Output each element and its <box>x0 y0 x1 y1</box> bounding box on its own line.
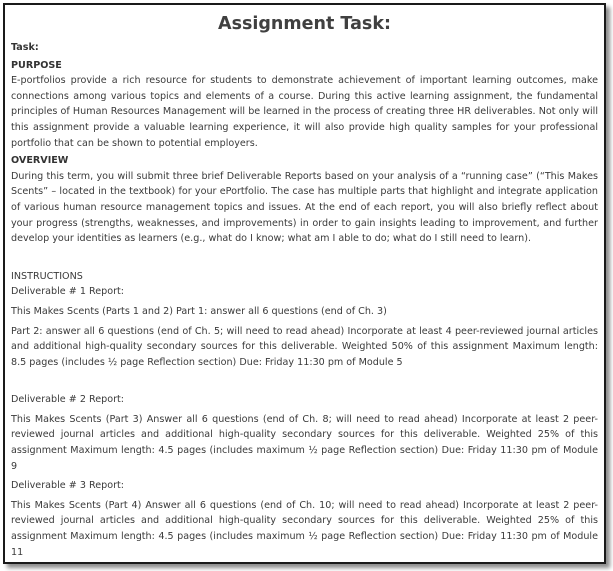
document-content <box>5 5 604 560</box>
page-title: Assignment Task: <box>218 14 391 34</box>
deliverable-1-title: Deliverable # 1 Report: <box>11 286 125 298</box>
overview-heading: OVERVIEW <box>11 155 69 167</box>
overview-text: During this term, you will submit three brief Deliverable Reports based on your analysis of a “running case” (“This Makes Scents” – located in the textbook) for your ePortfolio. The case has multiple parts that highlight and integrate application of various human resource management topics and issues. At the end of each report, you will also briefly reflect about your progress (strengths, weaknesses, and improvements) in order to gain insights leading to improvement, and further develop your identities as learners (e.g., what do I know; what am I able to do; what do I still need to learn). <box>11 170 598 245</box>
deliverable-2-title: Deliverable # 2 Report: <box>11 394 125 406</box>
purpose-text: E-portfolios provide a rich resource for students to demonstrate achievement of important learning outcomes, make connections among various topics and elements of a course. During this active learning assignment, the fundamental principles of Human Resources Management will be learned in the process of creating three HR deliverables. Not only will this assignment provide a valuable learning experience, it will also provide high quality samples for your professional portfolio that can be shown to potential employers. <box>11 75 598 149</box>
deliverable-3-title: Deliverable # 3 Report: <box>11 480 125 492</box>
document-frame <box>3 3 606 564</box>
deliverable-3-paragraph-1: This Makes Scents (Part 4) Answer all 6 questions (end of Ch. 10; will need to read ahead) Incorporate at least 2 peer-reviewed journal articles and additional high-quality secondary sources for this deliverable. Weighted 25% of this assignment Maximum length: 4.5 pages (includes maximum ½ page Reflection section) Due: Friday 11:30 pm of Module 11 <box>11 499 598 558</box>
task-label: Task: <box>11 42 39 53</box>
instructions-heading: INSTRUCTIONS <box>11 270 83 282</box>
deliverable-2-paragraph-1: This Makes Scents (Part 3) Answer all 6 questions (end of Ch. 8; will need to read ahead) Incorporate at least 2 peer-reviewed journal articles and additional high-quality secondary sources for this deliverable. Weighted 25% of this assignment Maximum length: 4.5 pages (includes maximum ½ page Reflection section) Due: Friday 11:30 pm of Module 9 <box>11 413 598 472</box>
deliverable-1-paragraph-1: This Makes Scents (Parts 1 and 2) Part 1: answer all 6 questions (end of Ch. 3) <box>11 305 387 317</box>
deliverable-1-paragraph-2: Part 2: answer all 6 questions (end of Ch. 5; will need to read ahead) Incorporate at least 4 peer-reviewed journal articles and additional high-quality secondary sources for this deliverable. Weighted 50% of this assignment Maximum length: 8.5 pages (includes ½ page Reflection section) Due: Friday 11:30 pm of Module 5 <box>11 325 598 368</box>
purpose-heading: PURPOSE <box>11 59 62 71</box>
